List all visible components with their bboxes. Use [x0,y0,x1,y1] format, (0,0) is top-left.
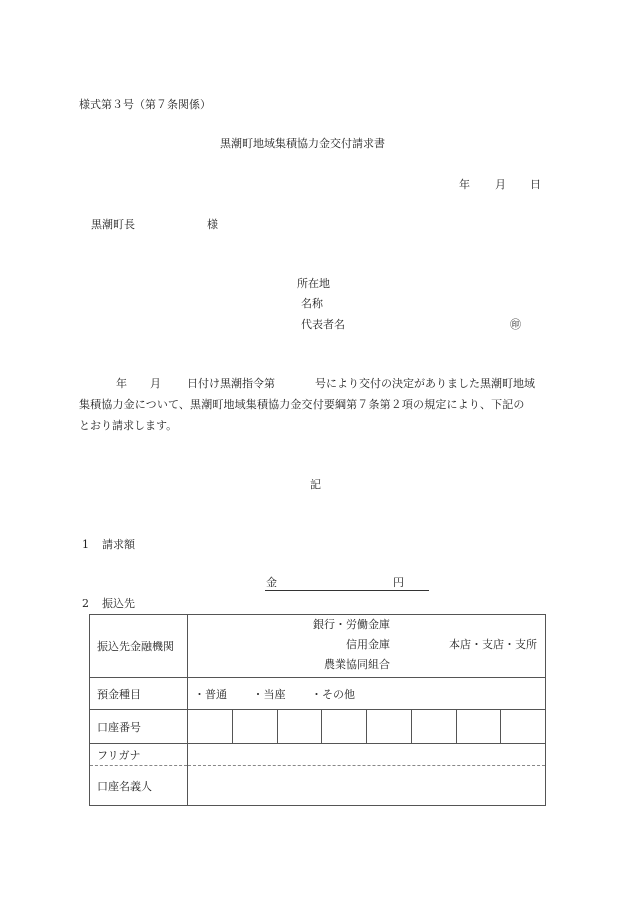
account-label: 口座番号 [90,710,188,744]
seal-mark: ㊞ [510,318,521,331]
date-month-label: 月 [495,178,506,191]
deposit-option-current[interactable]: ・当座 [252,687,286,701]
date-year-label: 年 [459,178,470,191]
bank-type-ja: 農業協同組合 [324,658,390,671]
account-digit-cell[interactable] [457,710,502,743]
account-digit-cell[interactable] [188,710,233,743]
amount-prefix: 金 [266,576,277,589]
account-row [90,710,546,744]
representative-label: 代表者名 [301,318,345,331]
form-number: 様式第３号（第７条関係） [79,98,211,111]
holder-row [90,766,546,806]
deposit-row [90,678,546,710]
body-month: 月 [150,377,161,390]
document-title: 黒潮町地域集積協力金交付請求書 [220,137,385,150]
body-line-2: 集積協力金について、黒潮町地域集積協力金交付要綱第７条第２項の規定により、下記の [79,398,525,411]
section-1-label: 請求額 [102,538,135,551]
furigana-label: フリガナ [90,744,188,766]
bank-label: 振込先金融機関 [90,615,188,678]
holder-label: 口座名義人 [90,766,188,806]
body-mid: 日付け黒潮指令第 [187,377,275,390]
bank-type-shinkin: 信用金庫 [346,638,390,651]
deposit-field[interactable] [188,678,546,710]
address-label: 所在地 [297,277,330,290]
furigana-field[interactable] [188,744,546,766]
date-day-label: 日 [530,178,541,191]
bank-row [90,615,546,678]
body-line-3: とおり請求します。 [79,419,178,432]
addressee-honorific: 様 [207,218,218,231]
ki-heading: 記 [310,478,321,491]
account-digit-cell[interactable] [501,710,545,743]
account-digit-cell[interactable] [233,710,278,743]
deposit-option-other[interactable]: ・その他 [311,687,355,701]
account-digit-cell[interactable] [367,710,412,743]
bank-transfer-table [89,614,546,806]
body-year: 年 [116,377,127,390]
section-1-number: 1 [82,538,89,551]
deposit-option-ordinary[interactable]: ・普通 [194,687,227,701]
furigana-row [90,744,546,766]
bank-type-bank: 銀行・労働金庫 [313,618,390,631]
addressee-name: 黒潮町長 [91,218,135,231]
account-digit-cell[interactable] [412,710,457,743]
amount-underline[interactable] [265,590,429,591]
section-2-label: 振込先 [102,597,135,610]
account-digit-cell[interactable] [278,710,323,743]
section-2-number: 2 [82,597,89,610]
account-number-field[interactable] [188,710,546,744]
branch-types: 本店・支店・支所 [449,638,537,651]
name-label: 名称 [301,297,323,310]
holder-field[interactable] [188,766,546,806]
body-rest: 号により交付の決定がありました黒潮町地域 [315,377,535,390]
account-digit-cell[interactable] [322,710,367,743]
bank-field[interactable] [188,615,546,678]
deposit-label: 預金種目 [90,678,188,710]
amount-suffix: 円 [393,576,404,589]
